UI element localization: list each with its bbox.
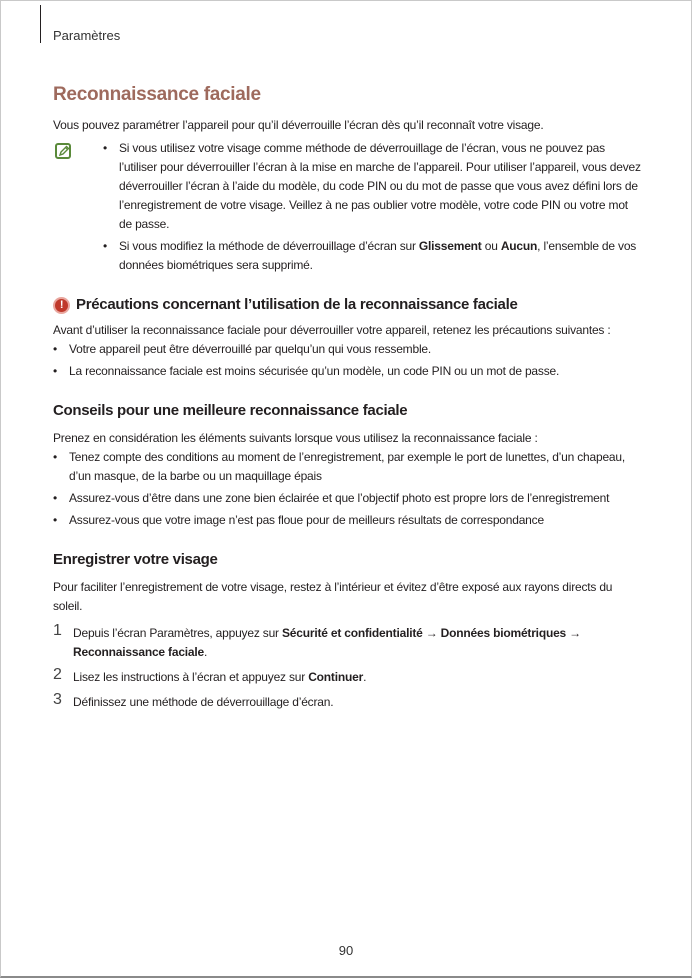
register-intro: Pour faciliter l’enregistrement de votre visage, restez à l’intérieur et évitez d’être exposé aux rayons directs du soleil. (53, 580, 613, 613)
running-head: Paramètres (53, 28, 121, 43)
register-steps (53, 624, 643, 712)
list-item: • Assurez-vous d’être dans une zone bien éclairée et que l’objectif photo est propre lors de l’enregistrement (53, 489, 643, 508)
section-intro: Vous pouvez paramétrer l’appareil pour qu’il déverrouille l’écran dès qu’il reconnaît votre visage. (53, 118, 544, 132)
list-item: • Tenez compte des conditions au moment de l’enregistrement, par exemple le port de lunettes, d’un chapeau, d’un masque, de la barbe ou un maquillage épais (53, 448, 643, 486)
tips-list (53, 448, 643, 530)
list-item: • Assurez-vous que votre image n’est pas floue pour de meilleurs résultats de correspondance (53, 511, 643, 530)
page-content (53, 82, 643, 718)
step-item: 3 Définissez une méthode de déverrouillage d’écran. (53, 691, 334, 709)
page-number: 90 (338, 943, 354, 958)
precautions-title: ! Précautions concernant l’utilisation de la reconnaissance faciale (53, 295, 643, 315)
note-pencil-icon (55, 143, 71, 159)
precautions-intro: Avant d’utiliser la reconnaissance faciale pour déverrouiller votre appareil, retenez les précautions suivantes : (53, 323, 611, 337)
note-block (53, 139, 643, 275)
step-number: 3 (53, 691, 62, 708)
step-item: 1 Depuis l’écran Paramètres, appuyez sur Sécurité et confidentialité → Données biométriques → Reconnaissance faciale. (53, 622, 581, 659)
note-list (103, 139, 643, 275)
step-item: 2 Lisez les instructions à l’écran et appuyez sur Continuer. (53, 666, 367, 684)
step-number: 1 (53, 622, 62, 639)
note-item: • Si vous utilisez votre visage comme méthode de déverrouillage de l’écran, vous ne pouvez pas l’utiliser pour déverrouiller l’écran à la mise en marche de l’appareil. Pour utiliser l’appareil, vous devez déverrouiller l’écran à l’aide du modèle, du code PIN ou du mot de passe que vous avez défini lors de l’enregistrement de votre visage. Veillez à ne pas oublier votre modèle, votre code PIN ou votre mot de passe. (103, 139, 643, 234)
list-item: • Votre appareil peut être déverrouillé par quelqu’un qui vous ressemble. (53, 340, 643, 359)
tips-intro: Prenez en considération les éléments suivants lorsque vous utilisez la reconnaissance faciale : (53, 431, 538, 445)
step-number: 2 (53, 666, 62, 683)
register-title: Enregistrer votre visage (53, 551, 218, 568)
header-rule (40, 5, 41, 43)
warning-icon: ! (53, 297, 70, 314)
section-title: Reconnaissance faciale (53, 84, 261, 105)
precautions-list (53, 340, 643, 381)
list-item: • La reconnaissance faciale est moins sécurisée qu’un modèle, un code PIN ou un mot de passe. (53, 362, 643, 381)
note-item: • Si vous modifiez la méthode de déverrouillage d’écran sur Glissement ou Aucun, l’ensemble de vos données biométriques sera supprimé. (103, 237, 643, 275)
tips-title: Conseils pour une meilleure reconnaissance faciale (53, 402, 408, 419)
